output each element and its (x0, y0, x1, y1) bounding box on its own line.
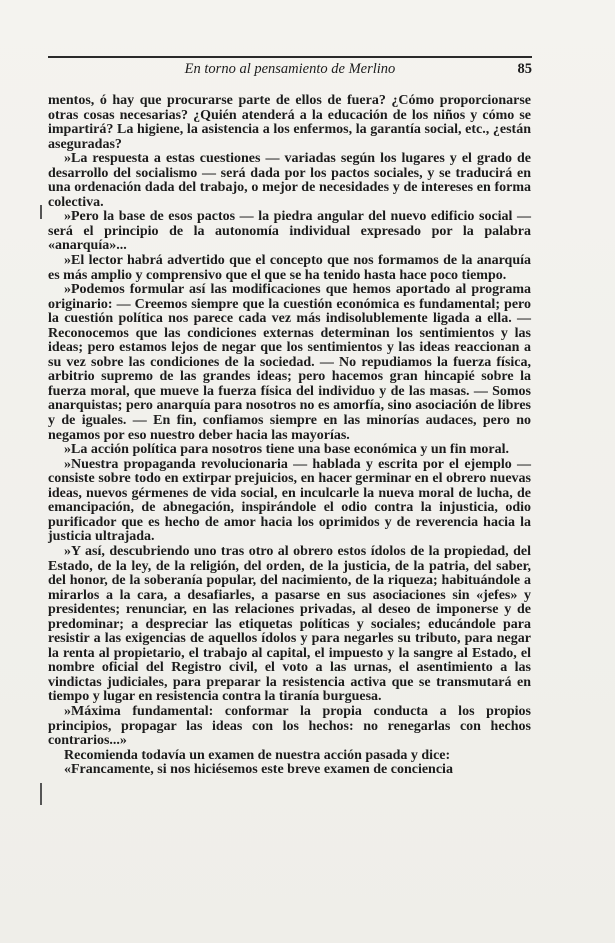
paragraph: mentos, ó hay que procurarse parte de ellos de fuera? ¿Cómo proporcionarse otras cosas necesarias? ¿Quién atenderá a la educación de los niños y cómo se impartirá? La higiene, la asistencia a los enfermos, la garantía social, etc., ¿están aseguradas? (48, 93, 531, 152)
running-header (48, 61, 532, 83)
paragraph: »La acción política para nosotros tiene una base económica y un fin moral. (64, 442, 510, 458)
running-title: En torno al pensamiento de Merlino (184, 61, 396, 77)
page-number: 85 (517, 61, 532, 77)
paragraph: »Máxima fundamental: conformar la propia conducta a los propios principios, propagar las ideas con los hechos: no renegarlas con hechos contrarios...» (48, 703, 531, 749)
paragraph: »Y así, descubriendo uno tras otro al obrero estos ídolos de la propiedad, del Estado, de la ley, de la religión, del orden, de la justicia, de la patria, del saber, del honor, de la soberanía popular, del nacimiento, de la riqueza; habituándole a mirarlos a la cara, a desafiarles, a pasarse en sus asociaciones sin «jefes» y presidentes; renunciar, en las relaciones privadas, al deseo de imponerse y de predominar; a despreciar las etiquetas políticas y sociales; educándole para resistir a las exigencias de aquellos ídolos y para negarles su tributo, para negar la renta al propietario, el trabajo al capital, el impuesto y la sangre al Estado, el nombre oficial del Registro civil, el voto a las urnas, el asentimiento a las vindictas judiciales, para preparar la resistencia activa que se transmutará en tiempo y lugar en resistencia contra la tiranía burguesa. (48, 543, 531, 705)
paragraph: »Pero la base de esos pactos — la piedra angular del nuevo edificio social — será el principio de la autonomía individual expresado por la palabra «anarquía»... (48, 209, 531, 254)
margin-mark (40, 205, 42, 219)
paragraph: »Nuestra propaganda revolucionaria — hablada y escrita por el ejemplo — consiste sobre todo en extirpar prejuicios, en hacer germinar en el obrero nuevas ideas, nuevos gérmenes de vida social, en inculcarle la nueva moral de lucha, de emancipación, de abnegación, inspirándole el odio contra la injusticia, odio purificador que es hecho de amor hacia los oprimidos y de reverencia hacia la justicia ultrajada. (48, 456, 531, 545)
paragraph: «Francamente, si nos hiciésemos este breve examen de conciencia (64, 762, 453, 778)
paragraph: Recomienda todavía un examen de nuestra acción pasada y dice: (64, 747, 451, 763)
paragraph: »El lector habrá advertido que el concepto que nos formamos de la anarquía es más amplio y comprensivo que el que se ha tenido hasta hace poco tiempo. (48, 253, 531, 283)
body-text (48, 94, 531, 778)
paragraph: »Podemos formular así las modificaciones que hemos aportado al programa originario: — Creemos siempre que la cuestión económica es fundamental; pero la cuestión política nos parece cada vez más indisolublemente ligada a ella. — Reconocemos que las condiciones externas determinan los sentimientos y las ideas; pero estamos lejos de negar que los sentimientos y las ideas reaccionan a su vez sobre las condiciones de la sociedad. — No repudiamos la fuerza física, arbitrio supremo de las grandes ideas; pero hacemos gran hincapié sobre la fuerza moral, que mueve la fuerza física del individuo y de las masas. — Somos anarquistas; pero anarquía para nosotros no es amorfía, sino asociación de libres y de iguales. — En fin, confiamos siempre en las minorías audaces, pero no negamos por eso nuestro deber hacia las mayorías. (48, 282, 531, 443)
header-rule (48, 56, 532, 58)
margin-mark (40, 783, 42, 805)
paragraph: »La respuesta a estas cuestiones — variadas según los lugares y el grado de desarrollo del socialismo — será dada por los pactos sociales, y se traducirá en una ordenación dada del trabajo, o mejor de necesidades y de intereses en forma colectiva. (48, 151, 531, 210)
